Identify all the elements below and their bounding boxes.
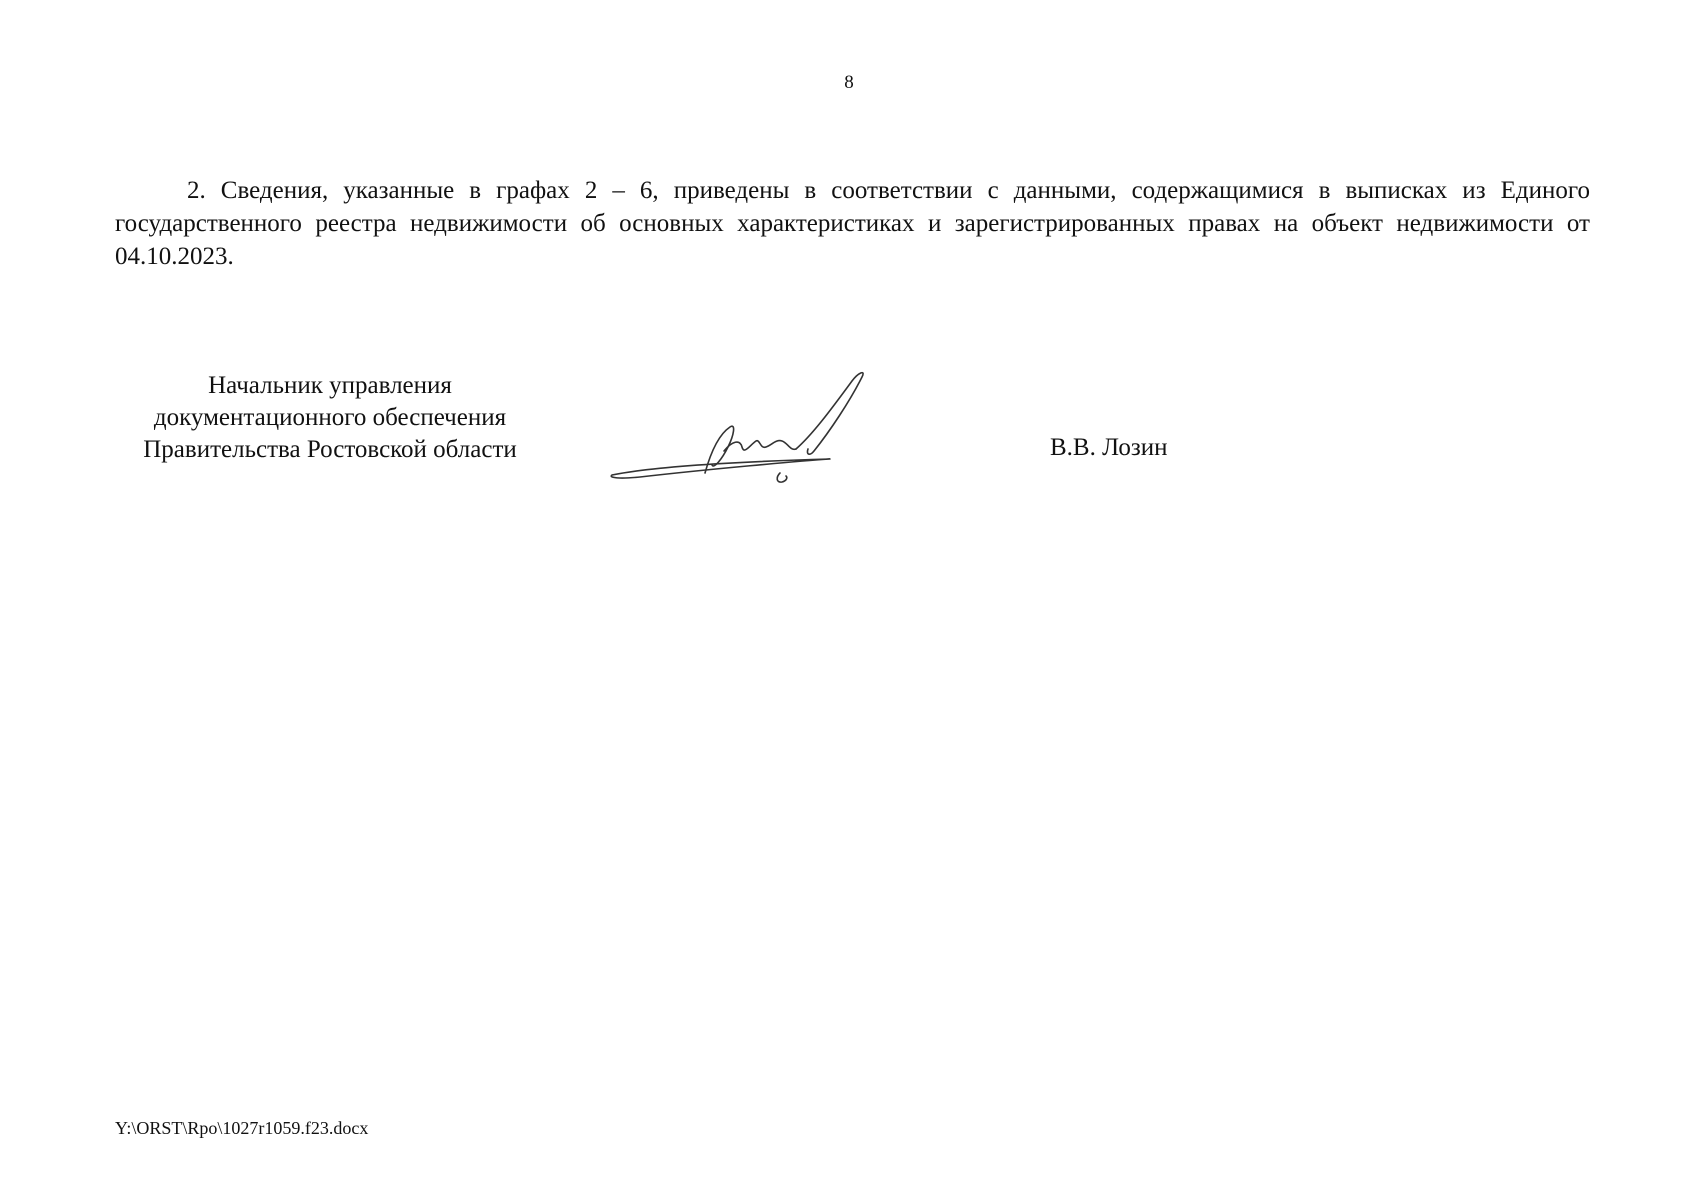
signatory-title-line-1: Начальник управления [208,372,452,399]
signer-name: В.В. Лозин [1050,434,1168,461]
signatory-title-line-2: документационного обеспечения [153,404,507,431]
body-paragraph: 2. Сведения, указанные в графах 2 – 6, приведены в соответствии с данными, содержащимися в выписках из Единого государственного реестра недвижимости об основных характеристиках и зарегистрированных правах на объект недвижимости от 04.10.2023. [115,177,1590,270]
page-number: 8 [844,72,854,93]
handwritten-signature [600,365,900,495]
signatory-title [100,370,560,466]
file-path: Y:\ORST\Rpo\1027r1059.f23.docx [115,1118,369,1138]
signatory-title-line-3: Правительства Ростовской области [143,436,517,463]
